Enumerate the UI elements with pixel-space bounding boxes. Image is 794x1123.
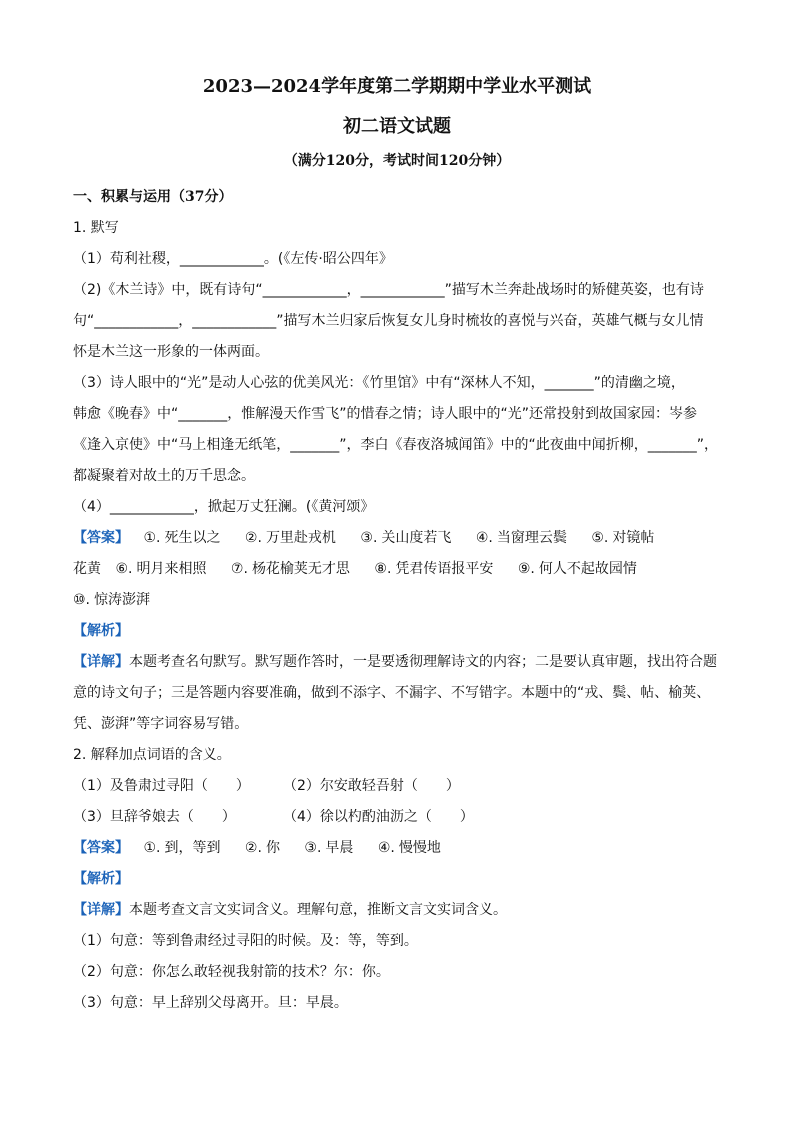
analysis-label: 【解析】 <box>73 871 129 887</box>
answer-item: ⑥. 明月来相照 <box>115 561 207 577</box>
answer-item: ②. 万里赴戎机 <box>244 530 336 546</box>
q1-detail-1: 【详解】本题考查名句默写。默写题作答时，一是要透彻理解诗文的内容；二是要认真审题，找出符合题 <box>73 654 717 670</box>
q2-explain-1: （1）句意：等到鲁肃经过寻阳的时候。及：等，等到。 <box>73 933 418 949</box>
q1-answers-2 <box>73 554 733 585</box>
question-1-title: 1. 默写 <box>73 220 119 236</box>
q1-line-9: （4）____________，掀起万丈狂澜。(《黄河颂》 <box>73 499 375 515</box>
answer-item: ⑦. 杨花榆荚无才思 <box>230 561 350 577</box>
answer-item: ⑩. 惊涛澎湃 <box>73 592 151 608</box>
answer-label: 【答案】 <box>73 840 129 856</box>
section-heading: 一、积累与运用（37分） <box>73 189 233 205</box>
q1-detail-3: 凭、澎湃”等字词容易写错。 <box>73 716 249 732</box>
q2-explain-2: （2）句意：你怎么敢轻视我射箭的技术？尔：你。 <box>73 964 390 980</box>
q2-detail: 【详解】本题考查文言文实词含义。理解句意，推断文言文实词含义。 <box>73 902 507 918</box>
q2-item: （3）旦辞爷娘去（ ） <box>73 809 236 825</box>
q2-row-2 <box>73 802 733 833</box>
analysis-label: 【解析】 <box>73 623 129 639</box>
answer-item: ③. 早晨 <box>304 840 354 856</box>
q2-answers <box>73 833 733 864</box>
q1-line-6: 韩愈《晚春》中“_______，惟解漫天作雪飞”的惜春之情；诗人眼中的“光”还常投射到故国家园：岑参 <box>73 406 698 422</box>
answer-item: ④. 慢慢地 <box>377 840 441 856</box>
q1-line-5: （3）诗人眼中的“光”是动人心弦的优美风光：《竹里馆》中有“深林人不知，_______”的清幽之境， <box>73 375 685 391</box>
content <box>73 182 733 1019</box>
q1-line-2: （2)《木兰诗》中，既有诗句“____________，____________”描写木兰奔赴战场时的矫健英姿，也有诗 <box>73 282 704 298</box>
answer-item: ①. 到，等到 <box>143 840 221 856</box>
q1-line-3: 句“____________，____________”描写木兰归家后恢复女儿身时梳妆的喜悦与兴奋，英雄气概与女儿情 <box>73 313 704 329</box>
q2-item: （4）徐以杓酌油沥之（ ） <box>283 809 474 825</box>
detail-label: 【详解】 <box>73 654 129 670</box>
answer-item: ②. 你 <box>244 840 280 856</box>
answer-item: ①. 死生以之 <box>143 530 221 546</box>
answer-item: ⑧. 凭君传语报平安 <box>374 561 494 577</box>
q1-line-7: 《逢入京使》中“马上相逢无纸笔，_______”，李白《春夜洛城闻笛》中的“此夜曲中闻折柳，_______”， <box>73 437 719 453</box>
q1-answers-3 <box>73 585 733 616</box>
exam-title: 2023—2024学年度第二学期期中学业水平测试 <box>202 76 592 97</box>
exam-subject: 初二语文试题 <box>343 116 451 137</box>
q1-detail-2: 意的诗文句子；三是答题内容要准确，做到不添字、不漏字、不写错字。本题中的“戎、鬓、帖、榆荚、 <box>73 685 711 701</box>
q2-row-1 <box>73 771 733 802</box>
answer-label: 【答案】 <box>73 530 129 546</box>
q2-item: （1）及鲁肃过寻阳（ ） <box>73 778 250 794</box>
q1-answers <box>73 523 733 554</box>
q2-item: （2）尔安敢轻吾射（ ） <box>283 778 460 794</box>
q2-explain-3: （3）句意：早上辞别父母离开。旦：早晨。 <box>73 995 348 1011</box>
answer-item: ④. 当窗理云鬓 <box>475 530 567 546</box>
q1-line-8: 都凝聚着对故土的万千思念。 <box>73 468 255 484</box>
answer-item: ⑤. 对镜帖 <box>591 530 655 546</box>
answer-item: ⑨. 何人不起故园情 <box>517 561 637 577</box>
answer-item: ③. 关山度若飞 <box>360 530 452 546</box>
q1-line-4: 怀是木兰这一形象的一体两面。 <box>73 344 269 360</box>
detail-label: 【详解】 <box>73 902 129 918</box>
q1-line-1: （1）苟利社稷，____________。(《左传·昭公四年》 <box>73 251 393 267</box>
question-2-title: 2. 解释加点词语的含义。 <box>73 747 231 763</box>
exam-note: （满分120分，考试时间120分钟） <box>283 153 511 169</box>
answer-continuation: 花黄 <box>73 561 101 577</box>
